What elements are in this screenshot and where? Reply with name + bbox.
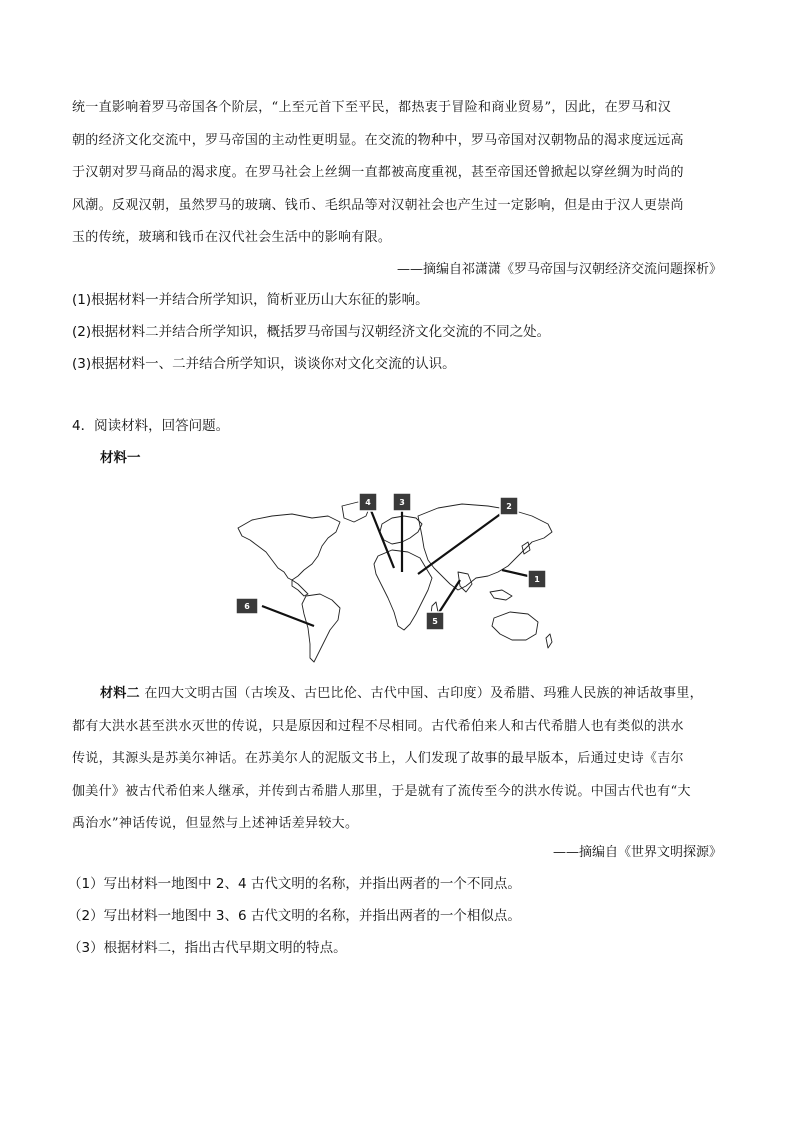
text-line: 玉的传统，玻璃和钱币在汉代社会生活中的影响有限。 xyxy=(72,230,392,245)
marker-6-label: 6 xyxy=(244,602,250,611)
north-america-outline xyxy=(238,514,340,580)
leader-line-2 xyxy=(418,510,506,574)
text-line: 朝的经济文化交流中，罗马帝国的主动性更明显。在交流的物种中，罗马帝国对汉朝物品的渴求度远远高 xyxy=(72,132,684,148)
question-3-2: (2)根据材料二并结合所学知识，概括罗马帝国与汉朝经济文化交流的不同之处。 xyxy=(72,324,551,340)
leader-line-5 xyxy=(438,580,460,614)
text-line: 禹治水”神话传说，但显然与上述神话差异较大。 xyxy=(72,816,359,831)
question-4-2: （2）写出材料一地图中 3、6 古代文明的名称，并指出两者的一个相似点。 xyxy=(68,908,521,924)
material3-source: ——摘编自祁潇潇《罗马帝国与汉朝经济交流问题探析》 xyxy=(396,262,722,277)
new-zealand-outline xyxy=(546,634,552,648)
question-4-3: （3）根据材料二，指出古代早期文明的特点。 xyxy=(68,940,347,956)
text-line: 伽美什》被古代希伯来人继承，并传到古希腊人那里，于是就有了流传至今的洪水传说。中国古代也有“大 xyxy=(72,783,691,799)
world-map xyxy=(232,488,562,666)
material1-label: 材料一 xyxy=(100,450,141,466)
marker-1-label: 1 xyxy=(534,575,540,584)
leader-line-1 xyxy=(502,570,528,576)
text-line: 风潮。反观汉朝，虽然罗马的玻璃、钱币、毛织品等对汉朝社会也产生过一定影响，但是由于汉人更崇尚 xyxy=(72,197,684,213)
material2-label: 材料二 xyxy=(100,686,140,701)
marker-5-label: 5 xyxy=(432,617,438,626)
leader-line-4 xyxy=(370,508,394,568)
marker-3-label: 3 xyxy=(399,498,405,507)
australia-outline xyxy=(492,612,538,640)
south-america-outline xyxy=(302,594,340,662)
text-segment: 在四大文明古国（古埃及、古巴比伦、古代中国、古印度）及希腊、玛雅人民族的神话故事里， xyxy=(144,686,703,701)
material3-paragraph xyxy=(72,92,724,255)
material2-source: ——摘编自《世界文明探源》 xyxy=(552,845,722,860)
central-america-outline xyxy=(292,580,308,596)
islands-outline xyxy=(490,590,512,600)
question-4-heading: 4．阅读材料，回答问题。 xyxy=(72,418,230,434)
question-4-1: （1）写出材料一地图中 2、4 古代文明的名称，并指出两者的一个不同点。 xyxy=(68,876,521,892)
question-3-1: (1)根据材料一并结合所学知识，简析亚历山大东征的影响。 xyxy=(72,292,429,308)
text-line: 传说，其源头是苏美尔神话。在苏美尔人的泥版文书上，人们发现了故事的最早版本，后通过史诗《吉尔 xyxy=(72,751,684,766)
marker-4-label: 4 xyxy=(365,498,371,507)
leader-line-6 xyxy=(262,606,314,626)
question-3-3: (3)根据材料一、二并结合所学知识，谈谈你对文化交流的认识。 xyxy=(72,356,456,372)
text-line: 统一直影响着罗马帝国各个阶层，“上至元首下至平民，都热衷于冒险和商业贸易”，因此，在罗马和汉 xyxy=(72,100,672,115)
material2-paragraph xyxy=(72,678,724,841)
text-line: 都有大洪水甚至洪水灭世的传说，只是原因和过程不尽相同。古代希伯来人和古代希腊人也有类似的洪水 xyxy=(72,718,684,734)
text-line: 于汉朝对罗马商品的渴求度。在罗马社会上丝绸一直都被高度重视，甚至帝国还曾掀起以穿丝绸为时尚的 xyxy=(72,165,684,180)
text-line xyxy=(72,678,724,711)
marker-2-label: 2 xyxy=(506,502,512,511)
